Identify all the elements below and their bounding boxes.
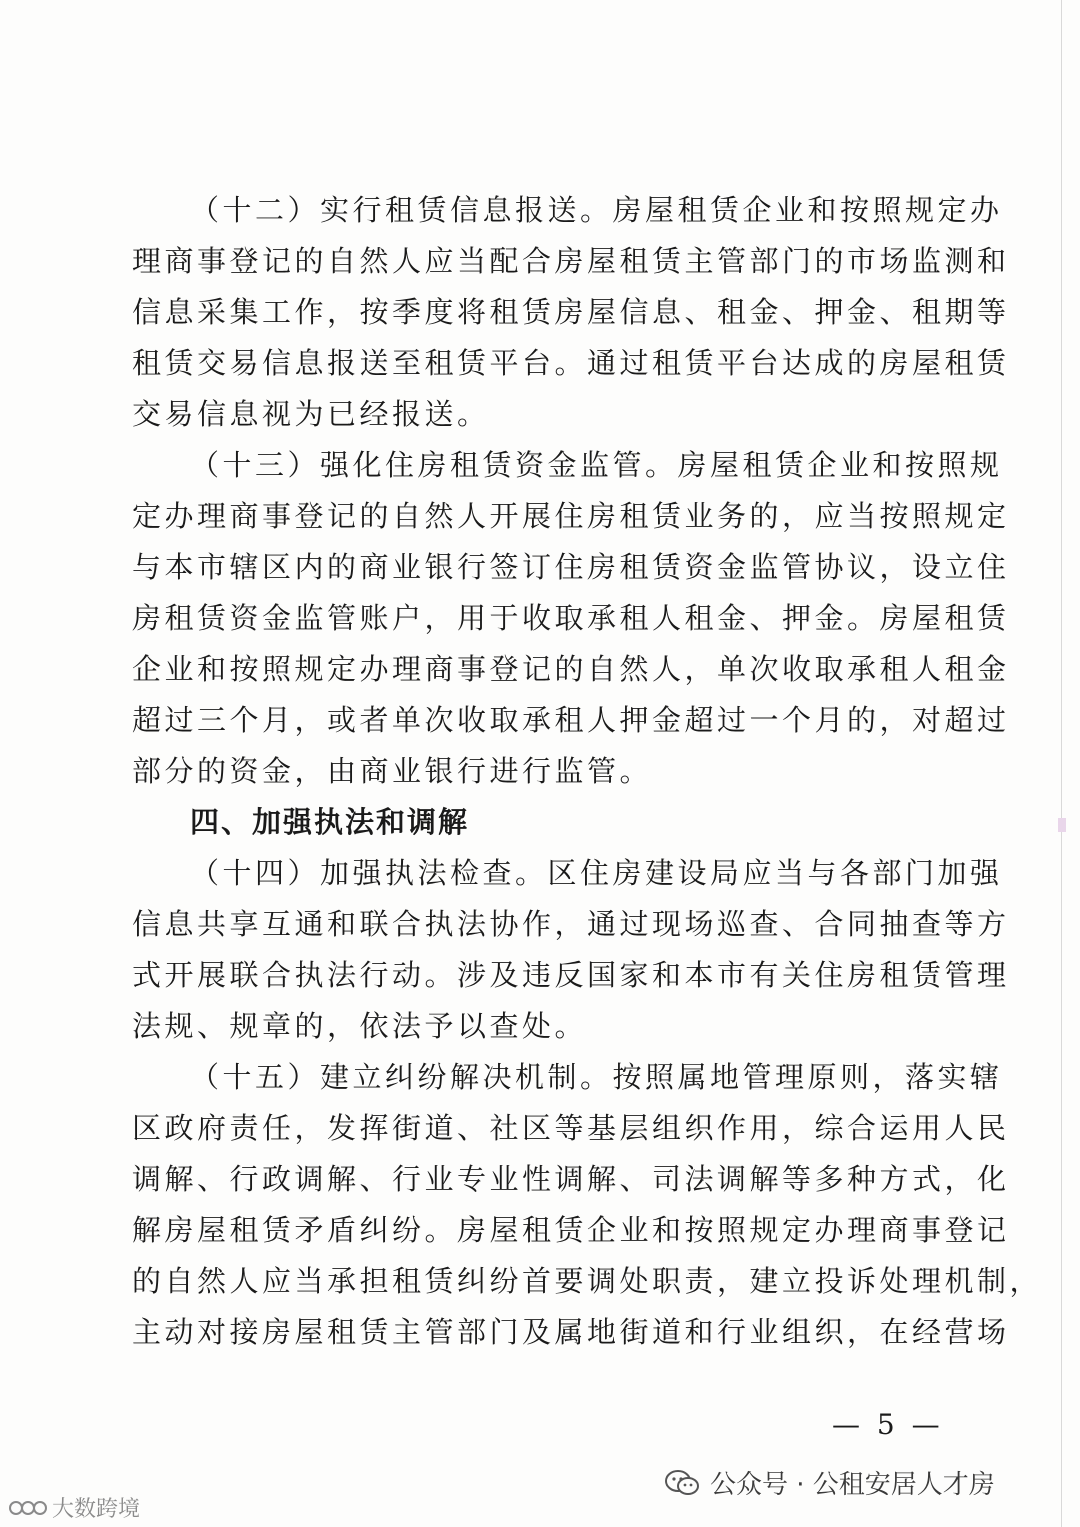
text-line: 企业和按照规定办理商事登记的自然人，单次收取承租人租金 — [132, 652, 1010, 686]
text-line: 的自然人应当承担租赁纠纷首要调处职责，建立投诉处理机制， — [132, 1264, 1043, 1298]
text-line: 与本市辖区内的商业银行签订住房租赁资金监管协议，设立住 — [132, 550, 1010, 584]
text-line: 主动对接房屋租赁主管部门及属地街道和行业组织，在经营场 — [132, 1315, 1010, 1349]
text-line: 式开展联合执法行动。涉及违反国家和本市有关住房租赁管理 — [132, 958, 1010, 992]
document-body — [132, 185, 1043, 1358]
section-heading: 四、加强执法和调解 — [190, 805, 470, 839]
page-edge-mark — [1058, 818, 1066, 832]
watermark — [8, 1492, 140, 1523]
text-line: （十三）强化住房租赁资金监管。房屋租赁企业和按照规 — [190, 448, 1003, 482]
watermark-logo-icon — [8, 1498, 48, 1518]
text-line: 部分的资金，由商业银行进行监管。 — [132, 754, 653, 788]
watermark-label: 大数跨境 — [52, 1497, 141, 1522]
text-line: 解房屋租赁矛盾纠纷。房屋租赁企业和按照规定办理商事登记 — [132, 1213, 1010, 1247]
wechat-account-footer[interactable] — [664, 1464, 995, 1501]
text-line: 理商事登记的自然人应当配合房屋租赁主管部门的市场监测和 — [132, 244, 1010, 278]
text-line: （十四）加强执法检查。区住房建设局应当与各部门加强 — [190, 856, 1003, 890]
page-edge-divider — [1061, 0, 1062, 1527]
text-line: （十五）建立纠纷解决机制。按照属地管理原则，落实辖 — [190, 1060, 1003, 1094]
text-line: 信息采集工作，按季度将租赁房屋信息、租金、押金、租期等 — [132, 295, 1010, 329]
page-number: — 5 — — [832, 1408, 944, 1441]
text-line: 调解、行政调解、行业专业性调解、司法调解等多种方式，化 — [132, 1162, 1010, 1196]
text-line: （十二）实行租赁信息报送。房屋租赁企业和按照规定办 — [190, 193, 1003, 227]
text-line: 房租赁资金监管账户，用于收取承租人租金、押金。房屋租赁 — [132, 601, 1010, 635]
wechat-account-label: 公众号 · 公租安居人才房 — [710, 1470, 995, 1500]
text-line: 法规、规章的，依法予以查处。 — [132, 1009, 588, 1043]
text-line: 租赁交易信息报送至租赁平台。通过租赁平台达成的房屋租赁 — [132, 346, 1010, 380]
text-line: 交易信息视为已经报送。 — [132, 397, 490, 431]
text-line: 区政府责任，发挥街道、社区等基层组织作用，综合运用人民 — [132, 1111, 1010, 1145]
text-line: 信息共享互通和联合执法协作，通过现场巡查、合同抽查等方 — [132, 907, 1010, 941]
wechat-icon — [664, 1469, 700, 1497]
text-line: 超过三个月，或者单次收取承租人押金超过一个月的，对超过 — [132, 703, 1010, 737]
text-line: 定办理商事登记的自然人开展住房租赁业务的，应当按照规定 — [132, 499, 1010, 533]
